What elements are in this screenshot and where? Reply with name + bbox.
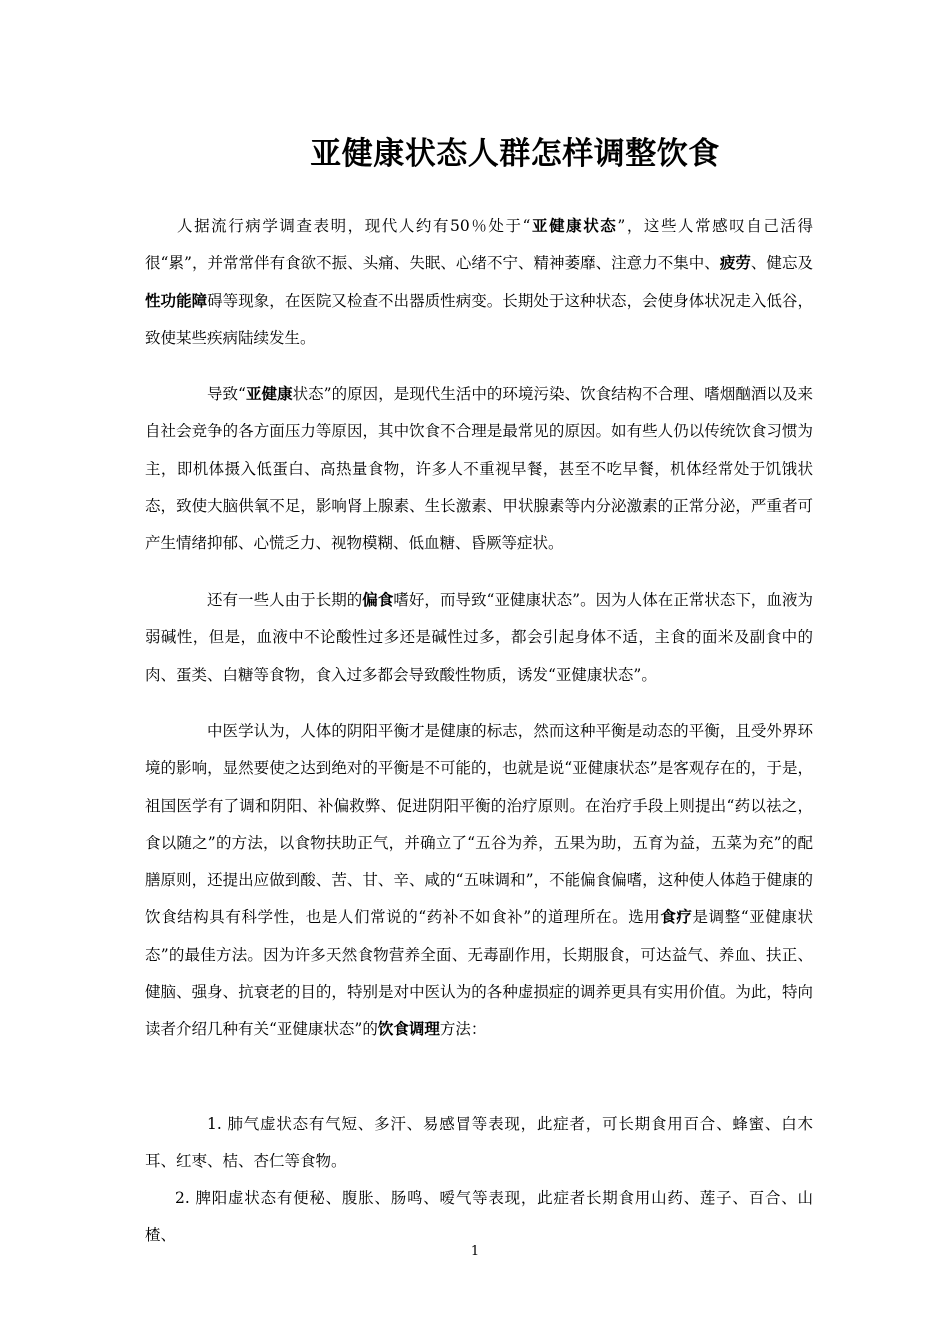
- paragraph-3: [145, 582, 813, 694]
- text-run: 方法：: [439, 1020, 487, 1039]
- page-number: 1: [470, 1244, 480, 1259]
- text-run: 导致“: [207, 385, 246, 403]
- paragraph-2: [145, 376, 813, 562]
- bold-keyword: 偏食: [362, 591, 394, 609]
- bold-keyword: 疲劳: [719, 254, 751, 273]
- bold-keyword: 性功能障: [145, 291, 208, 310]
- text-run: 是调整“亚健康状态”的最佳方法。因为许多天然食物营养全面、无毒副作用，长期服食，可达益气、养血、扶正、健脑、强身、抗衰老的目的，特别是对中医认为的各种虚损症的调养更具有实用价值。为此，特向读者介绍几种有关“亚健康状态”的: [145, 908, 813, 1039]
- bold-keyword: 亚健康状态: [530, 217, 618, 235]
- text-run: 状态”的原因，是现代生活中的环境污染、饮食结构不合理、嗜烟酗酒以及来自社会竞争的各方面压力等原因，其中饮食不合理是最常见的原因。如有些人仍以传统饮食习惯为主，即机体摄入低蛋白、高热量食物，许多人不重视早餐，甚至不吃早餐，机体经常处于饥饿状态，致使大脑供氧不足，影响肾上腺素、生长激素、甲状腺素等内分泌激素的正常分泌，严重者可产生情绪抑郁、心慌乏力、视物模糊、低血糖、昏厥等症状。: [145, 385, 813, 553]
- text-run: 中医学认为，人体的阴阳平衡才是健康的标志，然而这种平衡是动态的平衡，且受外界环境的影响，显然要使之达到绝对的平衡是不可能的，也就是说“亚健康状态”是客观存在的，于是，祖国医学有了调和阴阳、补偏救弊、促进阴阳平衡的治疗原则。在治疗手段上则提出“药以祛之，食以随之”的方法，以食物扶助正气，并确立了“五谷为养，五果为助，五育为益，五菜为充”的配膳原则，还提出应做到酸、苦、甘、辛、咸的“五味调和”，不能偏食偏嗜，这种使人体趋于健康的饮食结构具有科学性，也是人们常说的“药补不如食补”的道理所在。选用: [145, 722, 813, 927]
- text-run: 人据流行病学调查表明，现代人约有50％处于“: [177, 217, 531, 235]
- text-run: 、健忘及: [750, 254, 813, 273]
- text-run: 碍等现象，在医院又检查不出器质性病变。长期处于这种状态，会使身体状况走入低谷，致使某些疾病陆续发生。: [145, 291, 813, 347]
- list-item-1: [145, 1106, 813, 1181]
- text-run: 还有一些人由于长期的: [207, 591, 363, 609]
- document-title: 亚健康状态人群怎样调整饮食: [310, 136, 720, 172]
- bold-keyword: 食疗: [660, 908, 693, 927]
- paragraph-4: [145, 713, 813, 1049]
- bold-keyword: 亚健康: [245, 385, 293, 403]
- text-run: ”，这些人常感叹自己活得很“累”，并常常伴有食欲不振、头痛、失眠、心绪不宁、精神萎靡、注意力不集中、: [145, 217, 813, 273]
- paragraph-1: [145, 208, 813, 357]
- text-run: 1. 肺气虚状态有气短、多汗、易感冒等表现，此症者，可长期食用百合、蜂蜜、白木耳、红枣、桔、杏仁等食物。: [145, 1115, 813, 1171]
- text-run: 嗜好，而导致“亚健康状态”。因为人体在正常状态下，血液为弱碱性，但是，血液中不论酸性过多还是碱性过多，都会引起身体不适，主食的面米及副食中的肉、蛋类、白糖等食物，食入过多都会导致酸性物质，诱发“亚健康状态”。: [145, 591, 813, 684]
- text-run: 2. 脾阳虚状态有便秘、腹胀、肠鸣、嗳气等表现，此症者长期食用山药、莲子、百合、山楂、: [145, 1189, 813, 1245]
- bold-keyword: 饮食调理: [377, 1020, 440, 1039]
